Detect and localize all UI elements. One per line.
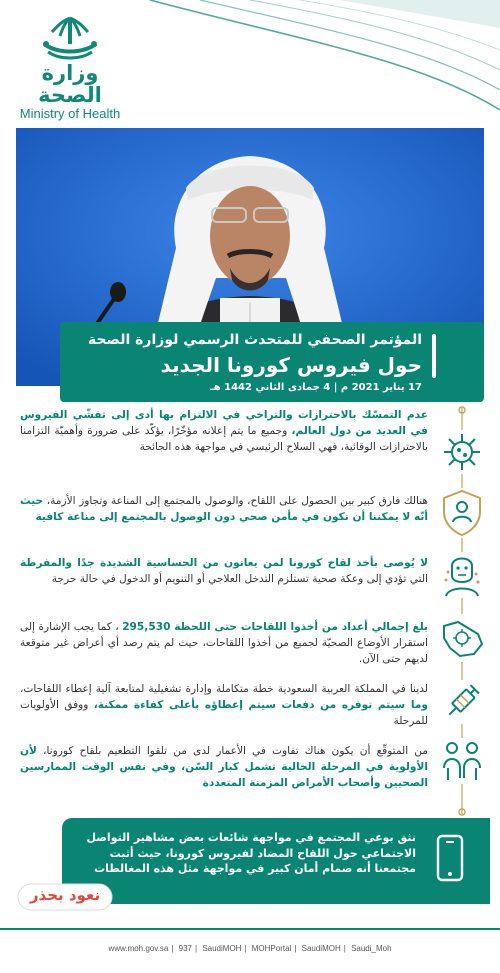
paragraph-1 xyxy=(20,408,428,455)
footer-instagram[interactable]: Saudi_Moh xyxy=(351,944,392,953)
title-banner xyxy=(60,322,484,402)
footer-website[interactable]: www.moh.gov.sa xyxy=(108,944,169,953)
paragraph-3 xyxy=(20,556,428,588)
paragraph-3-highlight: لا يُوصى بأخذ لقاح كورونا لمن يعانون من الحساسية الشديدة جدًا والمفرطة xyxy=(20,557,428,569)
paragraph-6 xyxy=(20,744,428,791)
footer-links: www.moh.gov.sa | 937 | SaudiMOH | MOHPortal | SaudiMOH | Saudi_Moh xyxy=(108,944,392,953)
syringe-icon xyxy=(440,680,484,724)
logo-english-text: Ministry of Health xyxy=(19,106,121,121)
paragraph-4 xyxy=(20,620,428,667)
footer-phone[interactable]: 937 xyxy=(178,944,192,953)
people-icon xyxy=(438,738,486,784)
paragraph-6-highlight: لأن الأولوية في المرحلة الحالية تشمل كبار السّن، وفي نفس الوقت الممارسين الصحيين وأصحاب الأمراض المزمنة المتعددة xyxy=(20,745,428,789)
saudi-map-virus-icon xyxy=(438,614,486,662)
paragraph-5-body: لدينا في المملكة العربية السعودية خطة متكاملة وإدارة تشغيلية لمتابعة آلية إعطاء اللقاحات، xyxy=(20,683,428,695)
paragraph-4-body: ، كما يجب الإشارة إلى استقرار الأوضاع الصحيّة لجميع من أخذوا اللقاحات، حيث لم يتم رصد أي أعراض غير متوقعة لديهم حتى الآن. xyxy=(20,621,428,665)
title-line-1: المؤتمر الصحفي للمتحدث الرسمي لوزارة الصحة xyxy=(87,332,422,348)
paragraph-6-body: من المتوقّع أن يكون هناك تفاوت في الأعمار لدى من تلقوا التطعيم بلقاح كورونا، xyxy=(36,745,428,757)
footer-youtube[interactable]: SaudiMOH xyxy=(301,944,341,953)
footer-divider xyxy=(0,928,500,930)
title-line-2: حول فيروس كورونا الجديد xyxy=(160,353,422,377)
paragraph-2-highlight: حيث أنّه لا يمكننا أن نكون في مأمن صحي دون الوصول بالمجتمع إلى مناعة كافية xyxy=(20,495,428,523)
paragraph-4-highlight: بلغ إجمالي أعداد من أخذوا اللقاحات حتى اللحظة 295,530 xyxy=(122,621,428,633)
virus-icon xyxy=(440,430,484,474)
phone-icon xyxy=(422,830,478,890)
title-accent-bar xyxy=(432,334,436,378)
shield-person-icon xyxy=(440,488,484,538)
date-text: 17 يناير 2021 م | 4 جمادى الثاني 1442 هـ xyxy=(210,382,422,393)
palm-swords-icon xyxy=(30,14,110,60)
footer-facebook[interactable]: MOHPortal xyxy=(251,944,292,953)
paragraph-1-highlight: عدم التمسّك بالاحترازات والتراخي في الالتزام بها أدى إلى تفشّي الفيروس في العديد من دول العالم، xyxy=(20,409,428,437)
paragraph-1-body: وجميع ما يتم إعلانه مؤخّرًا، يؤكّد على ضرورة وأهميّة التزامنا بالاحترازات الوقائية، فهي السلاح الرئيسي في مواجهة هذه الجائحة xyxy=(20,424,428,453)
caution-badge xyxy=(16,882,114,912)
paragraph-5-tail: ووفق الأولويات للمرحلة xyxy=(20,698,428,727)
paragraph-5-highlight: وما سيتم توفره من دفعات سيتم إعطاؤه بأعلى كفاءة ممكنة، xyxy=(93,698,428,711)
moh-logo xyxy=(16,14,124,121)
logo-arabic-text: وزارة الصحة xyxy=(38,61,102,107)
footer-twitter[interactable]: SaudiMOH xyxy=(202,944,242,953)
allergy-face-icon xyxy=(440,552,484,598)
paragraph-2 xyxy=(20,494,428,526)
callout-text: نثق بوعي المجتمع في مواجهة شائعات بعض مشاهير التواصل الاجتماعي حول اللقاح المضاد لفيروس كورونا، حيث أثبت مجتمعنا أنه صمام أمان كبير في مواجهة مثل هذه المغالطات xyxy=(86,831,416,875)
caution-badge-text: نعود بحذر xyxy=(29,886,101,904)
paragraph-2-body: هنالك فارق كبير بين الحصول على اللقاح، والوصول بالمجتمع إلى المناعة وتجاوز الأزمة، xyxy=(43,495,428,507)
paragraph-5 xyxy=(20,682,428,729)
paragraph-3-body: التي تؤدي إلى وعكة صحية تستلزم التدخل العلاجي أو التنويم أو الدخول في حالة حرجة xyxy=(51,572,428,585)
